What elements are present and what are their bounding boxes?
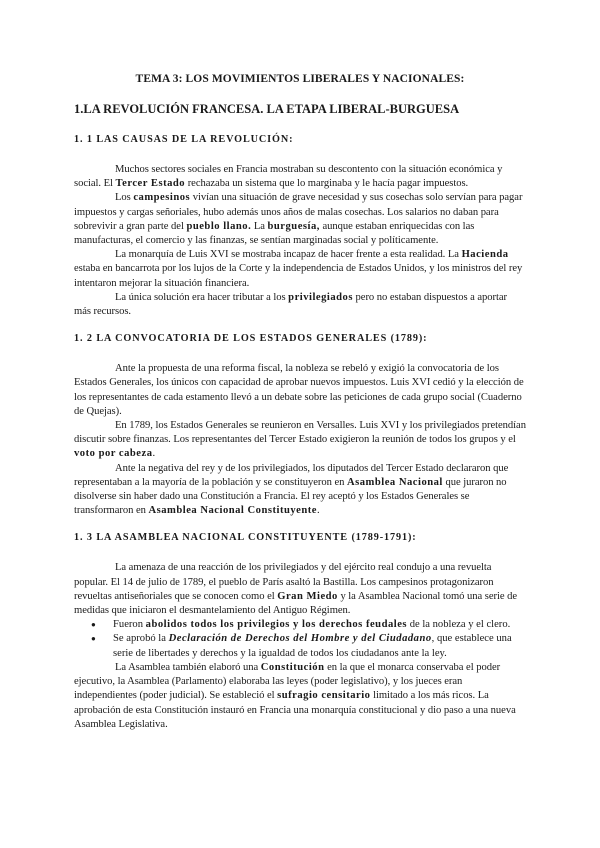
paragraph: En 1789, los Estados Generales se reunieron en Versalles. Luis XVI y los privilegiados pretendían discutir sobre finanzas. Los representantes del Tercer Estado exigieron la reunión de todos los grupos y el voto por cabeza. [74,420,526,460]
list-item: ● Fueron abolidos todos los privilegios y los derechos feudales de la nobleza y el clero. [113,618,526,632]
subsection-heading-1-1: 1. 1 LAS CAUSAS DE LA REVOLUCIÓN: [74,134,294,145]
section-heading-1: 1.LA REVOLUCIÓN FRANCESA. LA ETAPA LIBERAL-BURGUESA [74,102,460,116]
paragraph: Los campesinos vivían una situación de grave necesidad y sus cosechas solo servían para pagar impuestos y cargas señoriales, hubo además unos años de malas cosechas. Los salarios no daban para sobrevivir a gran parte del pueblo llano. La burguesía, aunque estaban enriquecidas con las manufacturas, el comercio y las finanzas, se sentían marginadas social y políticamente. [74,192,523,247]
subsection-heading-1-2: 1. 2 LA CONVOCATORIA DE LOS ESTADOS GENERALES (1789): [74,333,428,345]
paragraph: La monarquía de Luis XVI se mostraba incapaz de hacer frente a esta realidad. La Hacienda estaba en bancarrota por los lujos de la Corte y la independencia de Estados Unidos, y los ministros del rey intentaron mejorar la situación financiera. [74,249,523,289]
bullet-list [74,618,526,661]
paragraph: La amenaza de una reacción de los privilegiados y del ejército real condujo a una revuelta popular. El 14 de julio de 1789, el pueblo de París asaltó la Bastilla. Los campesinos protagonizaron revueltas antiseñoriales que se conocen como el Gran Miedo y la Asamblea Nacional tomó una serie de medidas que iniciaron el desmantelamiento del Antiguo Régimen. [74,562,518,617]
paragraph: Ante la negativa del rey y de los privilegiados, los diputados del Tercer Estado declararon que representaban a la mayoría de la población y se constituyeron en Asamblea Nacional que juraron no disolverse sin haber dado una Constitución a Francia. El rey aceptó y los Estados Generales se transformaron en Asamblea Nacional Constituyente. [74,462,509,517]
document-page [74,72,526,732]
subsection-heading-1-3: 1. 3 LA ASAMBLEA NACIONAL CONSTITUYENTE (1789-1791): [74,532,417,544]
paragraph: Ante la propuesta de una reforma fiscal, la nobleza se rebeló y exigió la convocatoria de los Estados Generales, los únicos con capacidad de aprobar nuevos impuestos. Luis XVI cedió y la elección de los representantes de cada estamento llevó a un debate sobre las peticiones de cada grupo social (Cuaderno de Quejas). [74,363,524,417]
paragraph: Muchos sectores sociales en Francia mostraban su descontento con la situación económica y social. El Tercer Estado rechazaba un sistema que lo marginaba y le hacía pagar impuestos. [74,164,503,190]
document-title: TEMA 3: LOS MOVIMIENTOS LIBERALES Y NACIONALES: [135,73,465,85]
paragraph: La Asamblea también elaboró una Constitución en la que el monarca conservaba el poder ejecutivo, la Asamblea (Parlamento) elaboraba las leyes (poder legislativo), y los jueces eran independientes (poder judicial). Se estableció el sufragio censitario limitado a los más ricos. La aprobación de esta Constitución instauró en Francia una monarquía constitucional y dio paso a una nueva Asamblea Legislativa. [74,661,516,730]
paragraph: La única solución era hacer tributar a los privilegiados pero no estaban dispuestos a aportar más recursos. [74,291,508,318]
list-item: ● Se aprobó la Declaración de Derechos del Hombre y del Ciudadano, que establece una serie de libertades y derechos y la igualdad de todos los ciudadanos ante la ley. [113,632,526,660]
